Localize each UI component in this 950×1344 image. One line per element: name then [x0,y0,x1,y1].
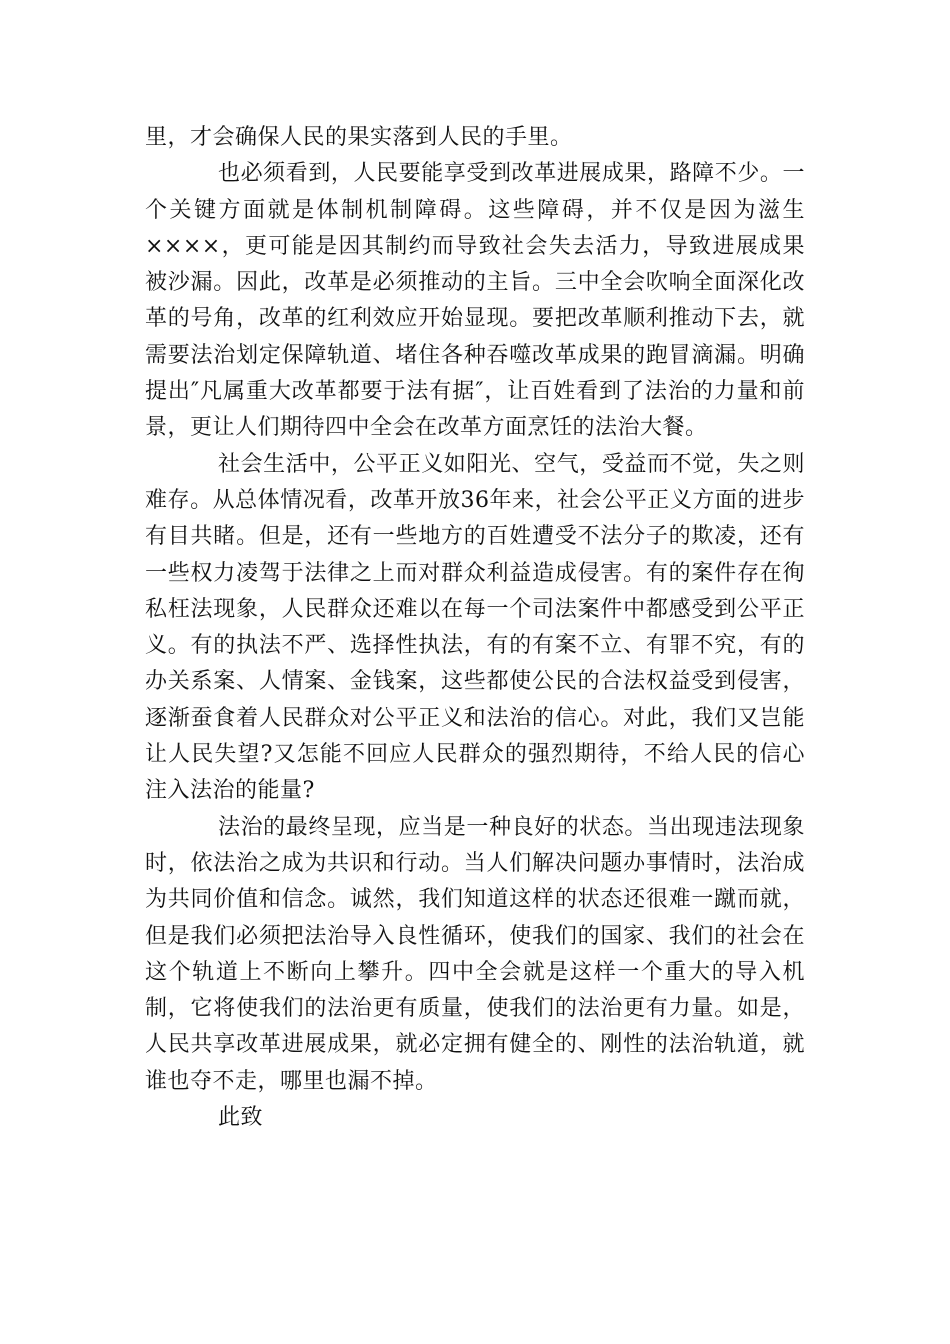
paragraph-continuation: 里，才会确保人民的果实落到人民的手里。 [145,125,573,150]
paragraph-reform-obstacles: 也必须看到，人民要能享受到改革进展成果，路障不少。一个关键方面就是体制机制障碍。这些障碍，并不仅是因为滋生××××，更可能是因其制约而导致社会失去活力，导致进展成果被沙漏。因此，改革是必须推动的主旨。三中全会吹响全面深化改革的号角，改革的红利效应开始显现。要把改革顺利推动下去，就需要法治划定保障轨道、堵住各种吞噬改革成果的跑冒滴漏。明确提出″凡属重大改革都要于法有据″，让百姓看到了法治的力量和前景，更让人们期待四中全会在改革方面烹饪的法治大餐。 [145,161,805,441]
document-body [145,120,805,1136]
paragraph-rule-of-law-state: 法治的最终呈现，应当是一种良好的状态。当出现违法现象时，依法治之成为共识和行动。当人们解决问题办事情时，法治成为共同价值和信念。诚然，我们知道这样的状态还很难一蹴而就，但是我们必须把法治导入良性循环，使我们的国家、我们的社会在这个轨道上不断向上攀升。四中全会就是这样一个重大的导入机制，它将使我们的法治更有质量，使我们的法治更有力量。如是，人民共享改革进展成果，就必定拥有健全的、刚性的法治轨道，就谁也夺不走，哪里也漏不掉。 [145,814,805,1094]
paragraph-fairness-justice: 社会生活中，公平正义如阳光、空气，受益而不觉，失之则难存。从总体情况看，改革开放36年来，社会公平正义方面的进步有目共睹。但是，还有一些地方的百姓遭受不法分子的欺凌，还有一些权力凌驾于法律之上而对群众利益造成侵害。有的案件存在徇私枉法现象，人民群众还难以在每一个司法案件中都感受到公平正义。有的执法不严、选择性执法，有的有案不立、有罪不究，有的办关系案、人情案、金钱案，这些都使公民的合法权益受到侵害，逐渐蚕食着人民群众对公平正义和法治的信心。对此，我们又岂能让人民失望?又怎能不回应人民群众的强烈期待，不给人民的信心注入法治的能量? [145,451,805,804]
closing-salutation: 此致 [218,1105,264,1131]
